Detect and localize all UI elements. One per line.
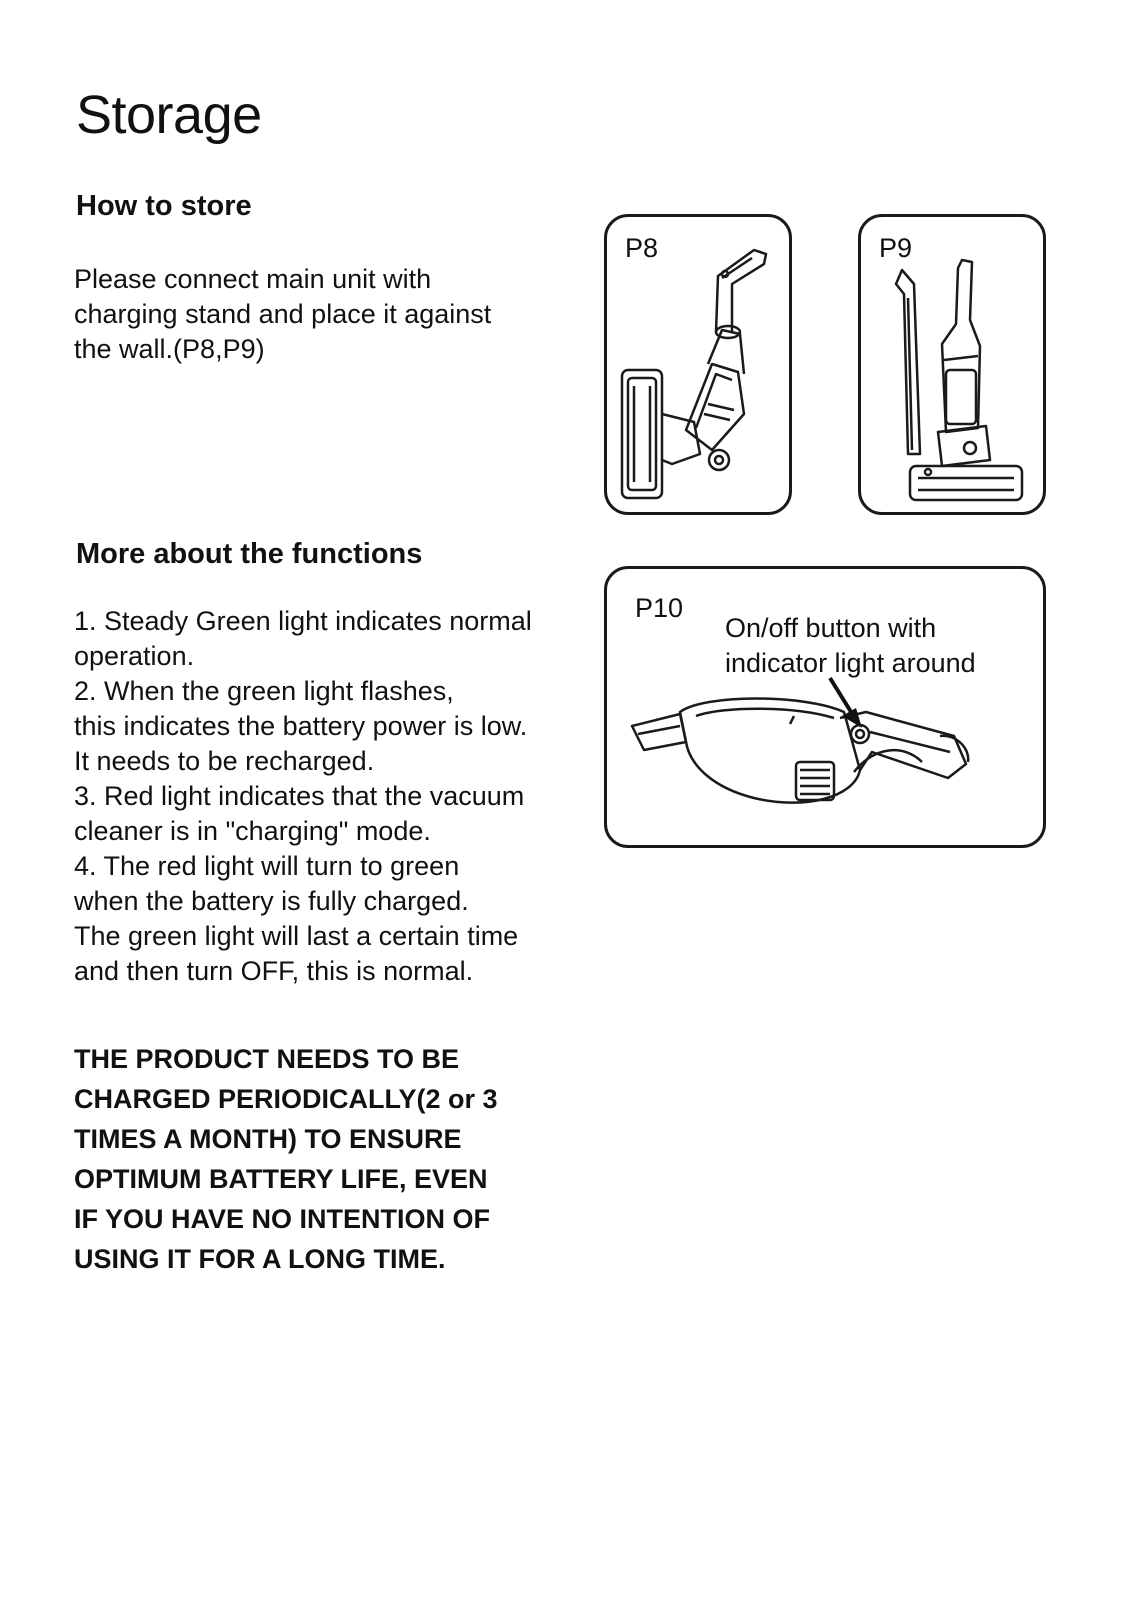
figure-p8-label: P8 [625, 233, 659, 263]
how-to-store-text: Please connect main unit with charging stand and place it against the wall.(P8,P9) [74, 264, 492, 364]
how-to-store-heading: How to store [76, 190, 252, 222]
on-off-button-callout: On/off button with indicator light around [725, 613, 976, 678]
charging-warning: THE PRODUCT NEEDS TO BE CHARGED PERIODICALLY(2 or 3 TIMES A MONTH) TO ENSURE OPTIMUM BATTERY LIFE, EVEN IF YOU HAVE NO INTENTION OF USING IT FOR A LONG TIME. [74, 1044, 498, 1274]
upright-vacuum-icon [858, 214, 1046, 515]
figure-p10-label: P10 [635, 593, 684, 623]
figure-p10-panel [604, 566, 1046, 848]
functions-heading: More about the functions [76, 538, 423, 570]
figure-p9-label: P9 [879, 233, 913, 263]
figure-p9-panel [858, 214, 1046, 515]
page-title: Storage [76, 85, 262, 145]
functions-list: 1. Steady Green light indicates normal operation. 2. When the green light flashes, this indicates the battery power is low. It needs to be recharged. 3. Red light indicates that the vacuum cleaner is in "charging" mode. 4. The red light will turn to green when the battery is fully charged. The green light will last a certain time and then turn OFF, this is normal. [74, 606, 532, 986]
handheld-vacuum-icon [604, 566, 1046, 848]
figure-p8-panel [604, 214, 792, 515]
stick-vacuum-on-stand-icon [604, 214, 792, 515]
